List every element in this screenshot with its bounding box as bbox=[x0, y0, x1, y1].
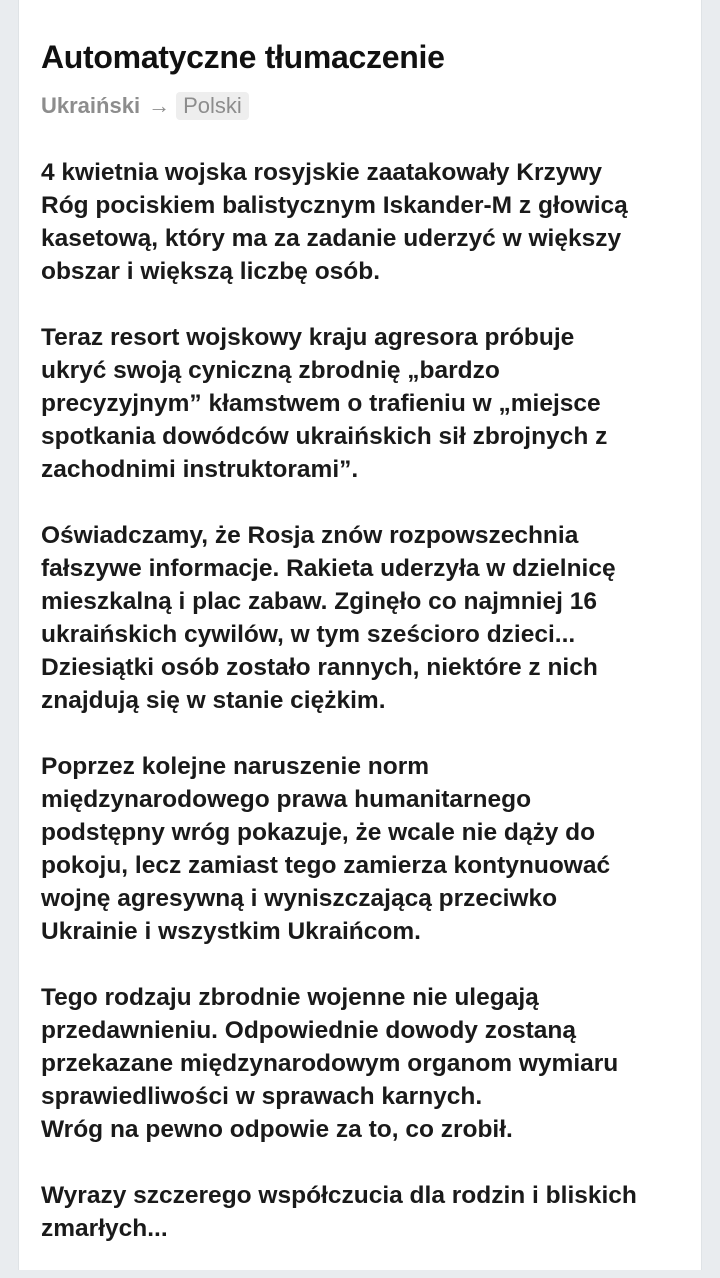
translation-content bbox=[41, 34, 681, 1278]
language-pair bbox=[41, 90, 681, 122]
arrow-right-icon: → bbox=[148, 93, 171, 118]
paragraph: Wyrazy szczerego współczucia dla rodzin i bliskich zmarłych... bbox=[41, 1182, 637, 1242]
paragraph: Poprzez kolejne naruszenie norm międzynarodowego prawa humanitarnego podstępny wróg pokazuje, że wcale nie dąży do pokoju, lecz zamiast tego zamierza kontynuować wojnę agresywną i wyniszczającą przeciwko Ukrainie i wszystkim Ukraińcom. bbox=[41, 753, 611, 945]
translated-text bbox=[41, 156, 681, 1245]
panel-title: Automatyczne tłumaczenie bbox=[41, 39, 445, 75]
paragraph: Tego rodzaju zbrodnie wojenne nie ulegają przedawnieniu. Odpowiednie dowody zostaną przekazane międzynarodowym organom wymiaru sprawiedliwości w sprawach karnych. Wróg na pewno odpowie za to, co zrobił. bbox=[41, 984, 619, 1143]
translation-panel bbox=[18, 0, 702, 1270]
paragraph: Oświadczamy, że Rosja znów rozpowszechnia fałszywe informacje. Rakieta uderzyła w dzielnicę mieszkalną i plac zabaw. Zginęło co najmniej 16 ukraińskich cywilów, w tym sześcioro dzieci... Dziesiątki osób zostało rannych, niektóre z nich znajdują się w stanie ciężkim. bbox=[41, 522, 616, 714]
paragraph: 4 kwietnia wojska rosyjskie zaatakowały Krzywy Róg pociskiem balistycznym Iskander-M z głowicą kasetową, który ma za zadanie uderzyć w większy obszar i większą liczbę osób. bbox=[41, 159, 628, 285]
source-language: Ukraiński bbox=[41, 93, 141, 118]
target-language-selector[interactable]: Polski bbox=[176, 92, 249, 120]
paragraph: Teraz resort wojskowy kraju agresora próbuje ukryć swoją cyniczną zbrodnię „bardzo precyzyjnym” kłamstwem o trafieniu w „miejsce spotkania dowódców ukraińskich sił zbrojnych z zachodnimi instruktorami”. bbox=[41, 324, 608, 483]
